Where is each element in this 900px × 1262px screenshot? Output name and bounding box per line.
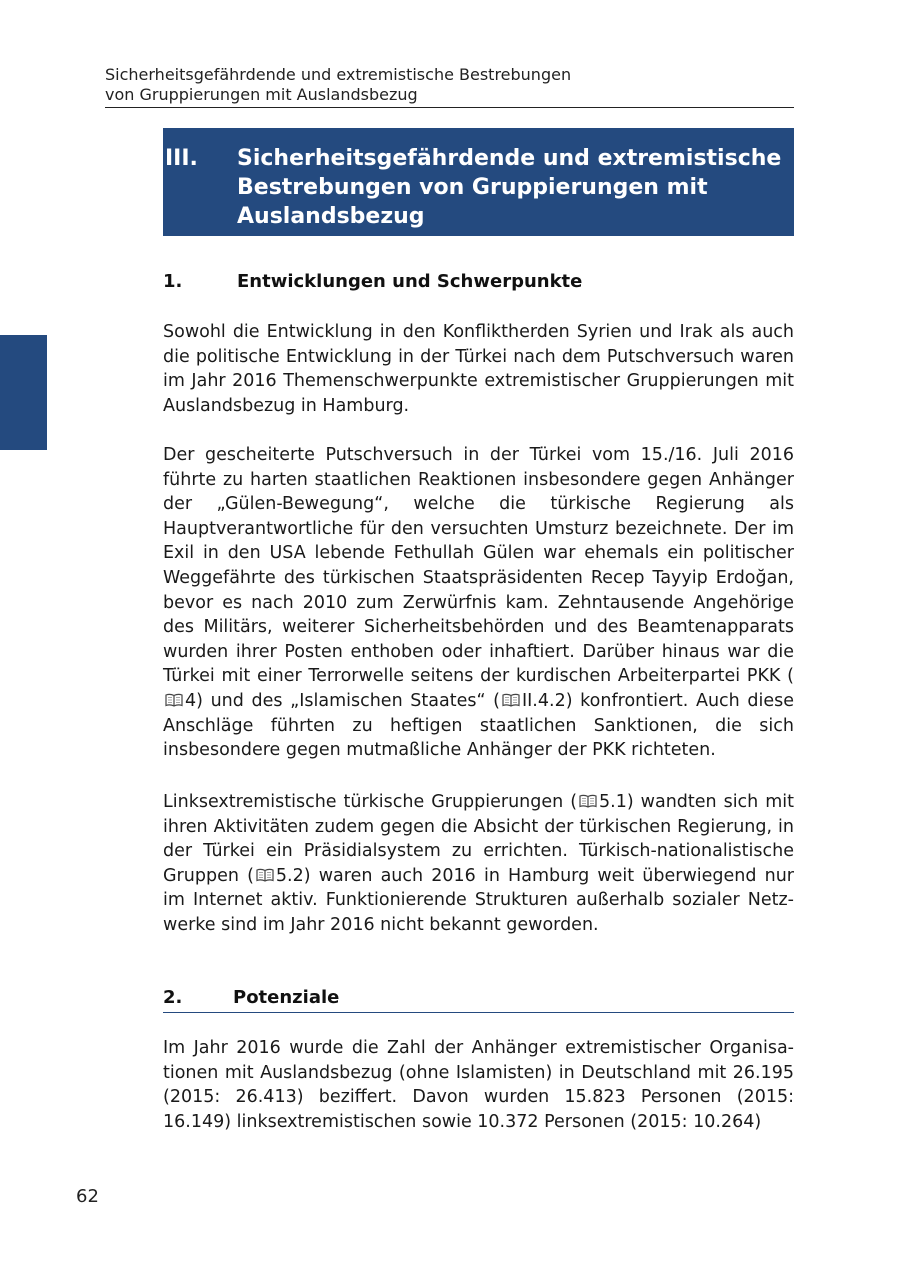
chapter-number: III. (165, 146, 198, 171)
book-icon (579, 794, 597, 808)
paragraph-text: Linksextremistische türkische Gruppierungen ( (163, 792, 578, 812)
running-header (105, 65, 794, 108)
running-header-line1: Sicherheitsgefährdende und extremistische Bestrebungen (105, 65, 572, 84)
paragraph-text: ) waren auch 2016 in Hamburg weit überwiegend nur im Internet aktiv. Funktionierende Strukturen außerhalb sozialer Netzwerke sind im Jahr 2016 nicht bekannt geworden. (163, 865, 794, 935)
chapter-side-tab (0, 335, 47, 450)
section-heading-1 (163, 270, 794, 294)
section-title: Potenziale (233, 987, 340, 1008)
paragraph-text: ) konfrontiert. Auch diese Anschläge führten zu heftigen staatlichen Sanktionen, die sich insbesondere gegen mutmaßliche Anhänger der PKK richteten. (163, 690, 794, 761)
paragraph-text: ) und des „Islamischen Staates“ ( (196, 690, 500, 711)
reference-link[interactable]: 4 (185, 690, 197, 711)
section-number: 1. (163, 271, 183, 292)
chapter-title: Sicherheitsgefährdende und extremistische Bestrebungen von Gruppierungen mit Auslandsbezug (237, 146, 782, 229)
book-icon (165, 693, 183, 707)
page-number: 62 (76, 1186, 99, 1207)
reference-link[interactable]: 5.1 (599, 792, 627, 812)
paragraph-text: Der gescheiterte Putschversuch in der Türkei vom 15./16. Juli 2016 führte zu harten staatlichen Reaktionen insbesondere gegen Anhänger der „Gülen-Bewegung“, welche die türkische Regierung als Hauptverantwortliche für den versuchten Umsturz bezeichnete. Der im Exil in den USA lebende Fethullah Gülen war ehemals ein politischer Weggefährte des türkischen Staatspräsidenten Recep Tayyip Erdoğan, bevor es nach 2010 zum Zerwürfnis kam. Zehntausende Angehörige des Militärs, weiterer Sicherheitsbehörden und des Beamtenapparats wurden ihrer Posten enthoben oder inhaftiert. Darüber hinaus war die Türkei mit einer Terrorwelle seitens der kurdischen Arbeiterpartei PKK ( (163, 445, 794, 687)
reference-link[interactable]: II.4.2 (521, 690, 566, 711)
paragraph-4: Im Jahr 2016 wurde die Zahl der Anhänger extremistischer Organisationen mit Auslandsbezug (ohne Islamisten) in Deutschland mit 26.195 (2015: 26.413) beziffert. Davon wurden 15.823 Personen (2015: 16.149) linksextremistischen sowie 10.372 Personen (2015: 10.264) (163, 1038, 794, 1132)
book-icon (502, 693, 520, 707)
chapter-heading-box (163, 128, 794, 236)
paragraph-text: ) wandten sich mit ihren Aktivitäten zudem gegen die Absicht der türkischen Regierung, in der Türkei ein Präsidialsystem zu errichten. Türkisch-nationalistische Gruppen ( (163, 792, 794, 886)
paragraph-2 (163, 443, 794, 763)
paragraph-1: Sowohl die Entwicklung in den Konfliktherden Syrien und Irak als auch die politische Entwicklung in der Türkei nach dem Putschversuch waren im Jahr 2016 Themenschwerpunkte extremistischer Gruppierungen mit Auslandsbezug in Hamburg. (163, 322, 794, 416)
section-heading-2 (163, 986, 794, 1013)
reference-link[interactable]: 5.2 (275, 865, 304, 886)
book-icon (256, 868, 274, 882)
running-header-line2: von Gruppierungen mit Auslandsbezug (105, 85, 418, 104)
section-number: 2. (163, 987, 183, 1008)
paragraph-3 (163, 790, 794, 938)
section-title: Entwicklungen und Schwerpunkte (237, 271, 583, 292)
